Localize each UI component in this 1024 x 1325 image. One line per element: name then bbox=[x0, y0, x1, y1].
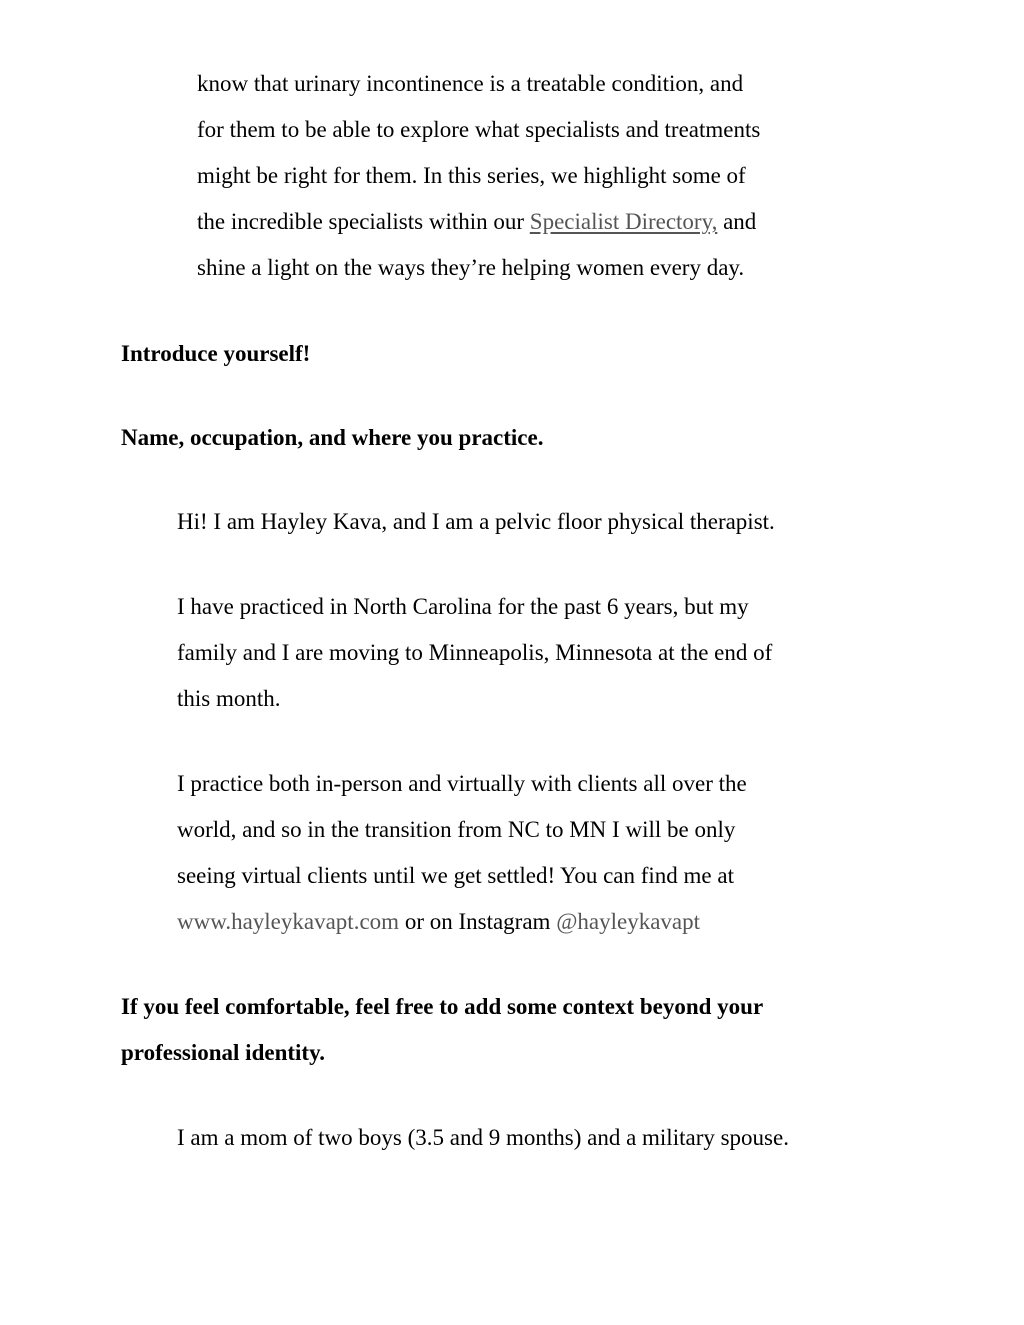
virtual-line-3: seeing virtual clients until we get settled! You can find me at bbox=[177, 863, 734, 888]
specialist-directory-link[interactable]: Specialist Directory, bbox=[529, 209, 718, 234]
heading-context-line-1: If you feel comfortable, feel free to add some context beyond your bbox=[121, 994, 764, 1019]
answer-mom: I am a mom of two boys (3.5 and 9 months) and a military spouse. bbox=[177, 1125, 789, 1150]
practice-line-1: I have practiced in North Carolina for the past 6 years, but my bbox=[177, 594, 749, 619]
heading-context-line-2: professional identity. bbox=[121, 1040, 326, 1065]
answer-hi: Hi! I am Hayley Kava, and I am a pelvic floor physical therapist. bbox=[177, 509, 775, 534]
intro-line-5: shine a light on the ways they’re helping women every day. bbox=[197, 255, 745, 280]
intro-line-2: for them to be able to explore what specialists and treatments bbox=[197, 117, 761, 142]
intro-line-4 bbox=[197, 208, 756, 236]
website-link[interactable]: www.hayleykavapt.com bbox=[177, 909, 400, 934]
practice-line-2: family and I are moving to Minneapolis, Minnesota at the end of bbox=[177, 640, 773, 665]
practice-line-3: this month. bbox=[177, 686, 281, 711]
intro-line-3: might be right for them. In this series, we highlight some of bbox=[197, 163, 746, 188]
heading-introduce: Introduce yourself! bbox=[121, 341, 311, 366]
or-on-instagram-text: or on Instagram bbox=[399, 909, 557, 934]
intro-line-4-suffix: and bbox=[717, 209, 757, 234]
contact-line bbox=[177, 908, 700, 936]
intro-line-1: know that urinary incontinence is a treatable condition, and bbox=[197, 71, 744, 96]
virtual-line-2: world, and so in the transition from NC to MN I will be only bbox=[177, 817, 736, 842]
heading-name-occupation: Name, occupation, and where you practice. bbox=[121, 425, 544, 450]
virtual-line-1: I practice both in-person and virtually with clients all over the bbox=[177, 771, 747, 796]
intro-line-4-prefix: the incredible specialists within our bbox=[197, 209, 530, 234]
instagram-link[interactable]: @hayleykavapt bbox=[556, 909, 700, 934]
